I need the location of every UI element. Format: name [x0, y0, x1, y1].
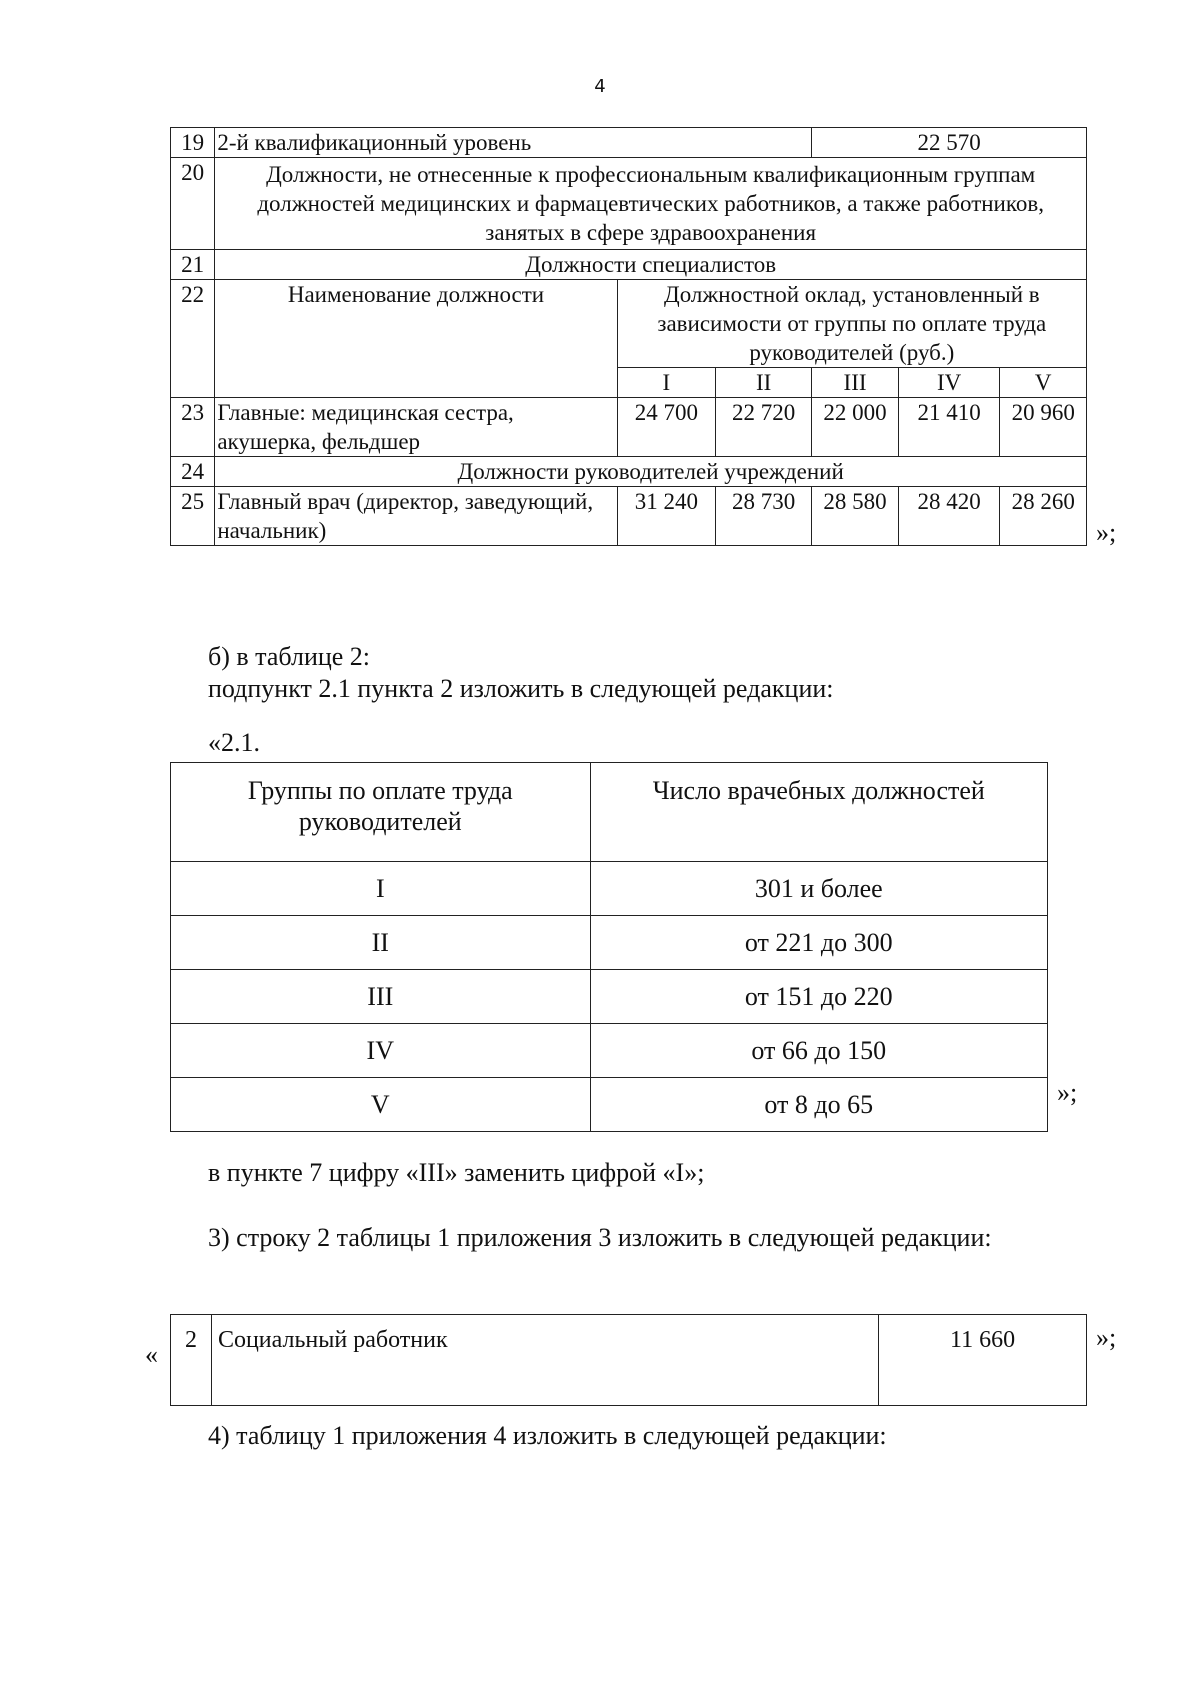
- section-heading: Должности руководителей учреждений: [215, 457, 1087, 487]
- salary-cell: 28 420: [898, 487, 1000, 546]
- group-cell: III: [171, 970, 591, 1024]
- closing-quote: »;: [1096, 1323, 1117, 1352]
- salary-cell: 28 580: [812, 487, 899, 546]
- group-cell: V: [171, 1078, 591, 1132]
- count-cell: от 221 до 300: [590, 916, 1047, 970]
- table-row: [171, 280, 1087, 368]
- salary-cell: 31 240: [617, 487, 715, 546]
- table-row: [171, 763, 1048, 862]
- group-header: I: [617, 368, 715, 398]
- group-header: V: [1000, 368, 1087, 398]
- salary-header: Должностной оклад, установленный в зависимости от группы по оплате труда руководителей (руб.): [617, 280, 1086, 368]
- paragraph-p7: в пункте 7 цифру «III» заменить цифрой «I»;: [208, 1158, 705, 1187]
- salary-cell: 28 730: [716, 487, 812, 546]
- group-cell: II: [171, 916, 591, 970]
- row-value: 11 660: [879, 1315, 1087, 1406]
- row-number: 20: [171, 158, 215, 250]
- paragraph-b: б) в таблице 2:: [208, 642, 371, 671]
- groups-table: [170, 762, 1048, 1132]
- table-row: [171, 457, 1087, 487]
- group-header: IV: [898, 368, 1000, 398]
- table-row: [171, 158, 1087, 250]
- table-row: [171, 1024, 1048, 1078]
- salary-cell: 28 260: [1000, 487, 1087, 546]
- table-row: [171, 916, 1048, 970]
- row-number: 21: [171, 250, 215, 280]
- opening-quote: «: [145, 1340, 158, 1369]
- group-cell: I: [171, 862, 591, 916]
- paragraph-b-sub: подпункт 2.1 пункта 2 изложить в следующей редакции:: [208, 674, 834, 703]
- row-number: 25: [171, 487, 215, 546]
- row-number: 19: [171, 128, 215, 158]
- table-row: [171, 128, 1087, 158]
- row-value: 22 570: [812, 128, 1087, 158]
- paragraph-3: 3) строку 2 таблицы 1 приложения 3 изложить в следующей редакции:: [208, 1223, 992, 1252]
- row-number: 23: [171, 398, 215, 457]
- salary-cell: 21 410: [898, 398, 1000, 457]
- social-worker-table: [170, 1314, 1087, 1406]
- table-row: [171, 862, 1048, 916]
- count-cell: от 151 до 220: [590, 970, 1047, 1024]
- group-header: III: [812, 368, 899, 398]
- table-row: [171, 970, 1048, 1024]
- closing-quote: »;: [1057, 1078, 1078, 1107]
- row-name: 2-й квалификационный уровень: [215, 128, 812, 158]
- section-heading: Должности, не отнесенные к профессиональным квалификационным группам должностей медицинских и фармацевтических работников, а также работников, занятых в сфере здравоохранения: [215, 158, 1087, 250]
- group-header: II: [716, 368, 812, 398]
- column-header: Группы по оплате труда руководителей: [171, 763, 591, 862]
- salary-cell: 22 000: [812, 398, 899, 457]
- page-number: 4: [594, 76, 606, 97]
- count-cell: от 8 до 65: [590, 1078, 1047, 1132]
- row-number: 2: [171, 1315, 212, 1406]
- row-name: Социальный работник: [211, 1315, 878, 1406]
- table-row: [171, 250, 1087, 280]
- row-name: Главный врач (директор, заведующий, начальник): [215, 487, 617, 546]
- paragraph-4: 4) таблицу 1 приложения 4 изложить в следующей редакции:: [208, 1421, 887, 1450]
- salary-table: [170, 127, 1087, 546]
- row-name: Главные: медицинская сестра, акушерка, фельдшер: [215, 398, 617, 457]
- group-cell: IV: [171, 1024, 591, 1078]
- salary-cell: 24 700: [617, 398, 715, 457]
- row-number: 22: [171, 280, 215, 398]
- table-row: [171, 398, 1087, 457]
- count-cell: 301 и более: [590, 862, 1047, 916]
- table-row: [171, 1315, 1087, 1406]
- name-header: Наименование должности: [215, 280, 617, 398]
- count-cell: от 66 до 150: [590, 1024, 1047, 1078]
- salary-cell: 22 720: [716, 398, 812, 457]
- row-number: 24: [171, 457, 215, 487]
- salary-cell: 20 960: [1000, 398, 1087, 457]
- closing-quote: »;: [1096, 518, 1117, 547]
- paragraph-2-1: «2.1.: [208, 728, 260, 757]
- table-row: [171, 487, 1087, 546]
- table-row: [171, 1078, 1048, 1132]
- column-header: Число врачебных должностей: [590, 763, 1047, 862]
- section-heading: Должности специалистов: [215, 250, 1087, 280]
